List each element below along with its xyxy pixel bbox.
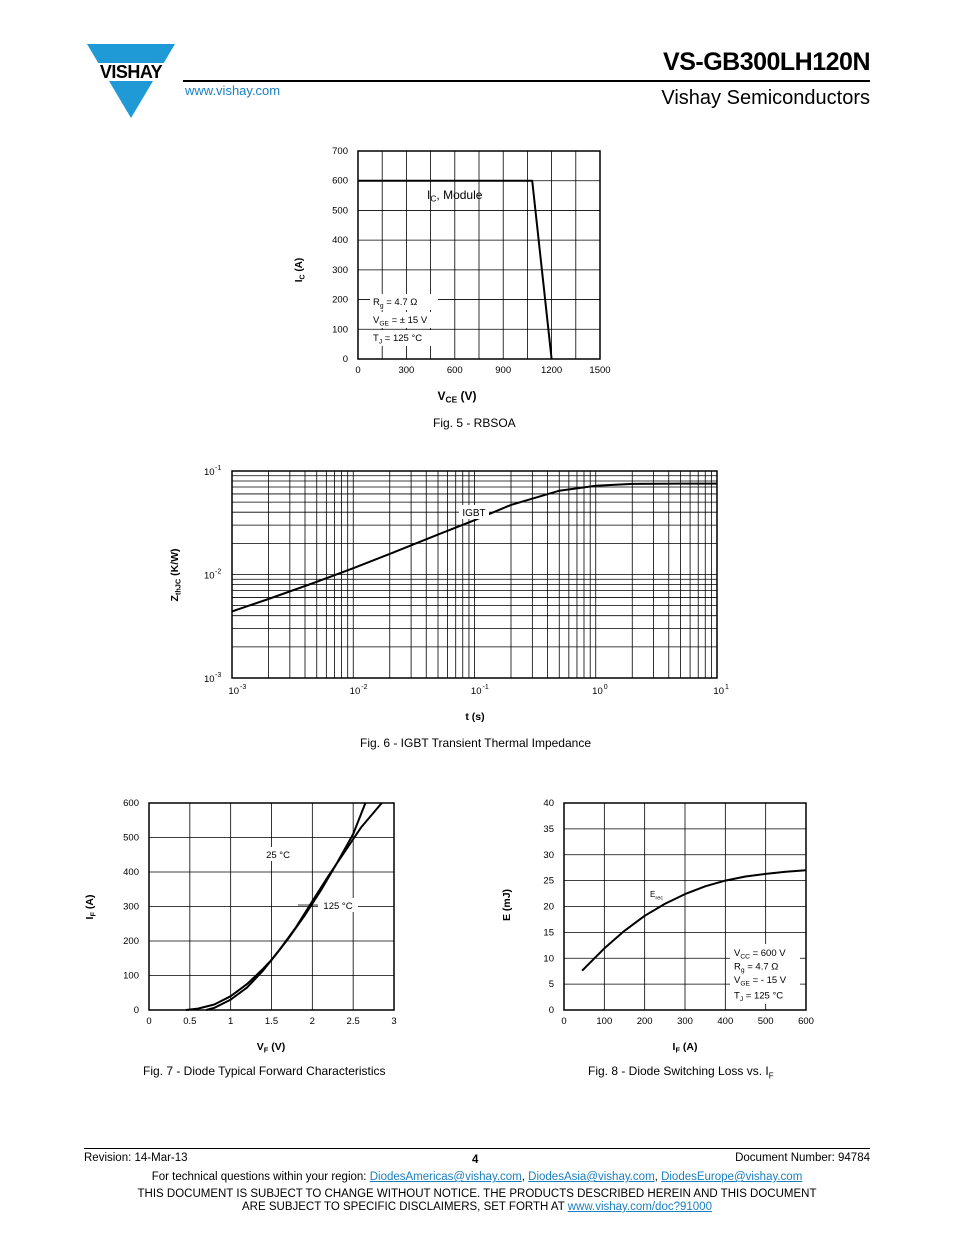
fig6-ytick-exp: -3	[215, 672, 222, 679]
fig6-caption: Fig. 6 - IGBT Transient Thermal Impedance	[360, 736, 591, 750]
fig6-ylabel: $Z_{thJC}$ (K/W)	[169, 548, 183, 602]
fig8-xtick: 200	[636, 1016, 653, 1027]
email-europe-link[interactable]: DiodesEurope@vishay.com	[661, 1171, 803, 1183]
fig5-xlabel: $V_{CE}$ (V)	[437, 389, 477, 405]
fig6-xtick-exp: 0	[603, 684, 608, 691]
fig8-xtick: 100	[596, 1016, 613, 1027]
disclaimer-line-1: THIS DOCUMENT IS SUBJECT TO CHANGE WITHOUT NOTICE. THE PRODUCTS DESCRIBED HEREIN AND THIS DOCUMENT	[137, 1188, 817, 1200]
fig5-xtick: 900	[495, 365, 512, 376]
fig8-ytick: 10	[543, 953, 554, 965]
sep-1: ,	[521, 1171, 529, 1183]
fig5-ytick: 0	[342, 354, 348, 365]
fig6-ytick-exp: -2	[215, 568, 222, 576]
fig8-ylabel: E (mJ)	[501, 888, 513, 922]
fig6-xtick-exp: -2	[361, 684, 368, 691]
fig7-xtick: 3	[391, 1016, 397, 1027]
fig7-ytick: 600	[123, 798, 139, 809]
fig7-xtick: 1.5	[264, 1016, 279, 1027]
fig8-ytick: 5	[548, 979, 554, 991]
disclaimer-prefix: ARE SUBJECT TO SPECIFIC DISCLAIMERS, SET FORTH AT	[242, 1201, 568, 1213]
fig8-annotation: $V_{GE}$ = - 15 V	[734, 975, 787, 988]
sep-2: ,	[654, 1171, 662, 1183]
email-americas-link[interactable]: DiodesAmericas@vishay.com	[369, 1171, 522, 1183]
fig5-ytick: 100	[332, 324, 348, 336]
fig6-xtick: 10	[228, 686, 239, 697]
fig6-ytick: 10	[204, 570, 215, 582]
fig8-annotation: $T_J = 125$ °C	[734, 990, 784, 1003]
disclaimer-line-2	[0, 1201, 954, 1213]
fig7-xlabel: $V_F$ (V)	[256, 1041, 286, 1055]
fig7-ytick: 300	[123, 901, 139, 913]
fig6-series-label: IGBT	[462, 508, 486, 519]
fig8-xtick: 400	[717, 1016, 734, 1027]
fig8-xtick: 300	[677, 1016, 693, 1027]
fig7-ytick: 200	[123, 936, 139, 947]
fig5-xtick: 1500	[589, 365, 611, 376]
fig5-xtick: 600	[446, 365, 463, 376]
fig8-series-label: $E_{rec}$	[650, 890, 664, 902]
fig5-annotation: $V_{GE}$ = ± 15 V	[373, 315, 428, 328]
fig6-xtick-exp: -3	[240, 684, 247, 691]
revision: Revision: 14-Mar-13	[84, 1152, 188, 1164]
fig7-xtick: 0	[146, 1016, 152, 1027]
fig7-ylabel: $I_F$ (A)	[84, 894, 98, 920]
fig5-xtick: 0	[355, 365, 361, 376]
fig5-series-label: $I_C$, Module	[427, 188, 483, 204]
fig7-xtick: 2	[309, 1016, 315, 1027]
fig8-ytick: 30	[543, 849, 554, 861]
fig6-xtick-exp: -1	[482, 684, 489, 691]
email-asia-link[interactable]: DiodesAsia@vishay.com	[528, 1171, 655, 1183]
part-number: VS-GB300LH120N	[663, 48, 870, 76]
fig7-series-label-125: 125 °C	[323, 901, 353, 912]
fig5-ytick: 400	[332, 235, 348, 247]
fig6-xlabel: t (s)	[465, 711, 485, 723]
fig5-ytick: 200	[332, 294, 348, 306]
fig8-annotation: $R_g = 4.7$ Ω	[734, 961, 779, 974]
fig6-ytick: 10	[204, 467, 215, 478]
fig8-ytick: 20	[543, 901, 554, 913]
fig6-xtick: 10	[349, 686, 361, 697]
fig6-xtick: 10	[470, 686, 482, 697]
contact-line	[0, 1171, 954, 1183]
fig6-xtick: 10	[713, 686, 724, 697]
page-number: 4	[472, 1154, 479, 1166]
fig5-ylabel: $I_C$ (A)	[294, 257, 307, 283]
fig6-xtick-exp: 1	[725, 684, 729, 691]
fig8-ytick: 15	[543, 927, 554, 939]
fig7-xtick: 1	[228, 1016, 234, 1027]
fig7-ytick: 0	[133, 1005, 139, 1016]
fig5-annotation: $T_J = 125$ °C	[373, 333, 423, 346]
fig7-ytick: 500	[123, 832, 139, 844]
fig8-annotation: $V_{CC} = 600$ V	[734, 948, 786, 961]
fig6-ytick-exp: -1	[215, 465, 222, 472]
fig6-plot	[232, 471, 717, 678]
fig8-ytick: 40	[543, 798, 554, 809]
footer-rule	[84, 1148, 870, 1149]
website-link[interactable]: www.vishay.com	[185, 83, 281, 98]
fig5-xtick: 300	[398, 365, 415, 376]
fig8-ytick: 25	[543, 875, 554, 887]
fig7-ytick: 100	[123, 970, 139, 982]
fig7-xtick: 2.5	[346, 1016, 360, 1027]
fig8-ytick: 0	[548, 1005, 554, 1016]
fig7-xtick: 0.5	[183, 1016, 197, 1027]
company-name: Vishay Semiconductors	[661, 87, 870, 109]
fig5-ytick: 700	[332, 146, 348, 157]
fig5-annotation: $R_g = 4.7$ Ω	[373, 297, 418, 310]
fig8-xtick: 0	[561, 1016, 567, 1027]
fig5-ytick: 300	[332, 264, 348, 276]
fig5-ytick: 600	[332, 175, 348, 187]
disclaimer-link[interactable]: www.vishay.com/doc?91000	[567, 1201, 712, 1213]
logo-text: VISHAY	[99, 62, 163, 82]
fig8-ytick: 35	[543, 823, 554, 835]
fig7-series-label-25: 25 °C	[266, 850, 290, 861]
fig8-xlabel: $I_F$ (A)	[672, 1041, 698, 1055]
fig8-xtick: 600	[798, 1016, 814, 1027]
fig5-caption: Fig. 5 - RBSOA	[433, 416, 516, 430]
fig6-ytick: 10	[204, 674, 215, 685]
fig6-xtick: 10	[592, 686, 603, 697]
fig5-ytick: 500	[332, 205, 348, 217]
fig5-xtick: 1200	[541, 365, 563, 376]
fig8-caption: Fig. 8 - Diode Switching Loss vs. $I_F$	[588, 1064, 774, 1081]
fig8-xtick: 500	[757, 1016, 774, 1027]
document-number: Document Number: 94784	[735, 1152, 870, 1164]
fig7-ytick: 400	[123, 867, 139, 878]
fig7-caption: Fig. 7 - Diode Typical Forward Characteristics	[143, 1064, 386, 1078]
contact-prefix: For technical questions within your region:	[151, 1171, 370, 1183]
